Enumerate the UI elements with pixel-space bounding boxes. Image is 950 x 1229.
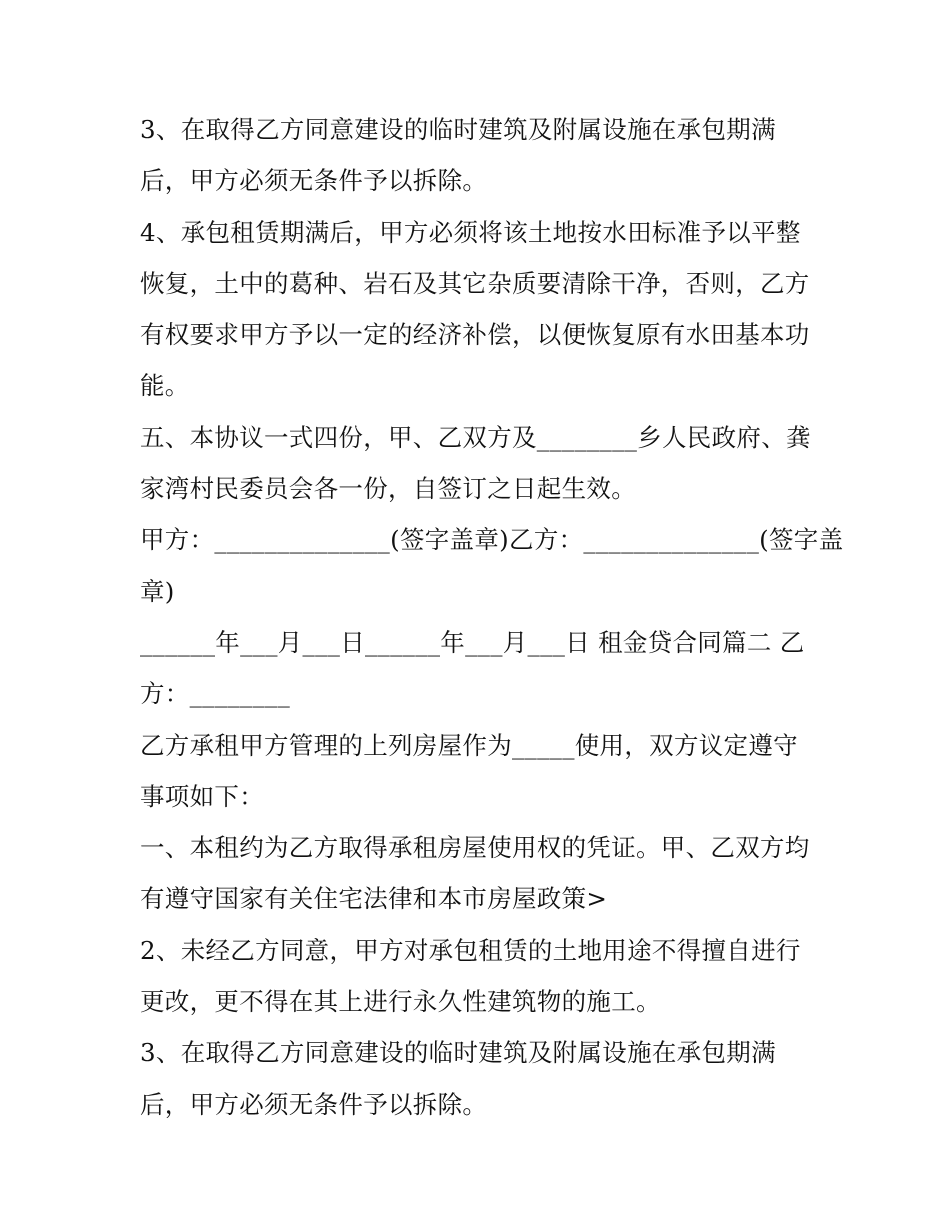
text-line: 有遵守国家有关住宅法律和本市房屋政策> [140,884,608,914]
text-line: 恢复，土中的葛种、岩石及其它杂质要清除干净，否则，乙方 [140,268,810,298]
document-body [140,104,844,1130]
text-line: 更改，更不得在其上进行永久性建筑物的施工。 [140,987,661,1017]
text-line: 3、在取得乙方同意建设的临时建筑及附属设施在承包期满 [140,115,776,144]
text-line: 一、本租约为乙方取得承租房屋使用权的凭证。甲、乙双方均 [140,833,810,863]
text-line: 后，甲方必须无条件予以拆除。 [140,166,488,196]
text-line: 家湾村民委员会各一份，自签订之日起生效。 [140,474,636,504]
text-line: 五、本协议一式四份，甲、乙双方及________乡人民政府、龚 [140,422,811,452]
text-line: 能。 [140,371,190,401]
text-line: 方：________ [140,679,290,709]
text-line: 章) [140,576,175,606]
text-line: 3、在取得乙方同意建设的临时建筑及附属设施在承包期满 [140,1038,776,1068]
text-line: 乙方承租甲方管理的上列房屋作为_____使用，双方议定遵守 [140,730,798,760]
text-line: 2、未经乙方同意，甲方对承包租赁的土地用途不得擅自进行 [140,935,801,965]
text-line: 4、承包租赁期满后，甲方必须将该土地按水田标准予以平整 [140,217,801,247]
signature-line: 甲方：______________(签字盖章)乙方：______________(签字盖 [140,525,844,555]
text-line: 后，甲方必须无条件予以拆除。 [140,1089,488,1119]
date-line: ______年___月___日______年___月___日 租金贷合同篇二 乙 [140,627,805,657]
text-line: 事项如下： [140,781,264,811]
text-line: 有权要求甲方予以一定的经济补偿，以便恢复原有水田基本功 [140,320,810,350]
